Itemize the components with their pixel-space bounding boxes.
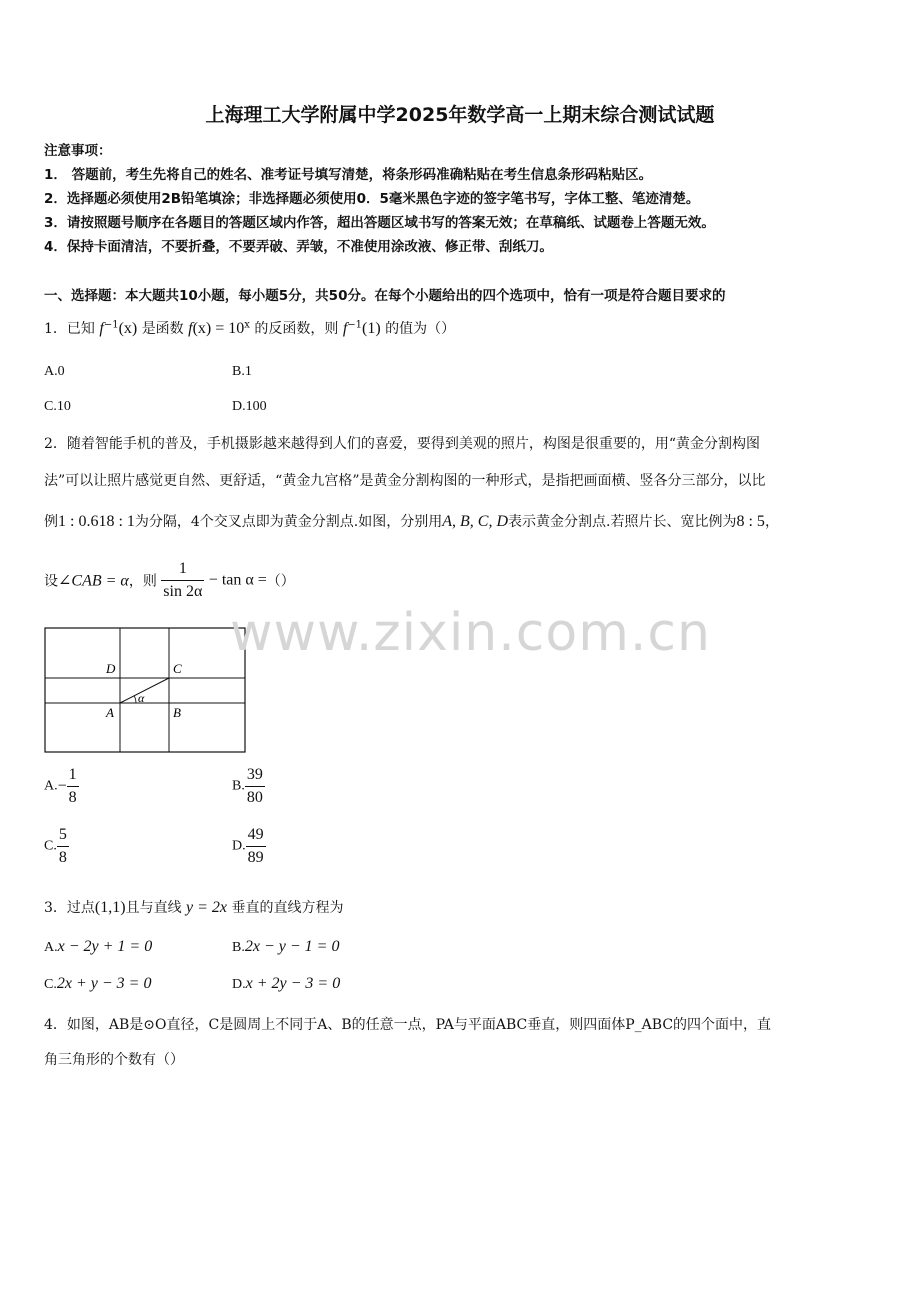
option-equation: x + 2y − 3 = 0 (245, 975, 341, 992)
q2-math: A, B, C, D (442, 513, 509, 530)
q2-math: 8 : 5 (736, 513, 765, 530)
notes-heading: 注意事项： (44, 143, 112, 159)
q3-text: 垂直的直线方程为 (231, 900, 344, 916)
q1-option-d[interactable]: D.100 (232, 399, 267, 414)
fraction-denominator: 89 (247, 849, 264, 866)
q2-text: ， (764, 514, 779, 530)
option-label: C. (44, 977, 57, 992)
q1-option-b[interactable]: B.1 (232, 364, 252, 379)
golden-grid-figure (44, 627, 247, 754)
fraction-numerator: 1 (67, 764, 79, 787)
q1-text: 是函数 (141, 321, 184, 337)
option-equation: 2x − y − 1 = 0 (244, 938, 340, 955)
q2-line: 法”可以让照片感觉更自然、更舒适，“黄金九宫格”是黄金分割构图的一种形式，是指把画面横、竖各分三部分，以比 (44, 473, 766, 489)
q1-sup: −1 (103, 319, 119, 331)
q2-option-d[interactable] (232, 824, 266, 869)
option-label: D. (232, 838, 246, 854)
option-sign: − (57, 777, 67, 795)
q2-fraction (161, 558, 204, 603)
question-1 (44, 318, 455, 338)
diagonal-ac (120, 678, 169, 703)
q2-text: 为分隔，4个交叉点即为黄金分割点.如图，分别用 (134, 514, 443, 530)
q3-option-d[interactable] (232, 975, 340, 993)
point-d-label: D (106, 661, 116, 676)
q2-text: 例 (44, 514, 58, 530)
fraction-numerator: 39 (245, 764, 265, 787)
option-label: A. (44, 940, 58, 955)
option-label: B. (232, 940, 245, 955)
fraction-denominator: 8 (68, 789, 77, 806)
q2-line: 2．随着智能手机的普及，手机摄影越来越得到人们的喜爱，要得到美观的照片，构图是很重要的，用“黄金分割构图 (44, 436, 761, 452)
q1-sup: x (244, 319, 250, 331)
q2-text: ，则 (128, 573, 157, 590)
q1-math: f (342, 320, 348, 337)
option-fraction (246, 824, 266, 869)
q2-math: − tan α = (208, 571, 267, 589)
q1-option-c[interactable]: C.10 (44, 399, 71, 414)
q1-sup: −1 (347, 319, 363, 331)
q4-line: 角三角形的个数有（） (44, 1052, 184, 1068)
q2-math: 1 : 0.618 : 1 (58, 513, 135, 530)
note-item: 3．请按照题号顺序在各题目的答题区域内作答，超出答题区域书写的答案无效；在草稿纸、试题卷上答题无效。 (44, 215, 715, 231)
option-label: A. (44, 778, 58, 794)
note-item: 1． 答题前，考生先将自己的姓名、准考证号填写清楚，将条形码准确粘贴在考生信息条形码粘贴区。 (44, 167, 653, 183)
q4-line: 4．如图，AB是⊙O直径，C是圆周上不同于A、B的任意一点，PA与平面ABC垂直，则四面体P_ABC的四个面中，直 (44, 1017, 772, 1033)
note-item: 4．保持卡面清洁，不要折叠，不要弄破、弄皱，不准使用涂改液、修正带、刮纸刀。 (44, 239, 553, 255)
q2-line (44, 558, 295, 603)
q2-option-c[interactable] (44, 824, 69, 869)
q1-math: f (188, 320, 193, 337)
option-label: B. (232, 778, 245, 794)
point-c-label: C (173, 661, 182, 676)
option-label: C. (44, 838, 57, 854)
q1-math: (1) (362, 320, 381, 337)
option-fraction (57, 824, 69, 869)
q1-math: f (99, 320, 104, 337)
watermark: www.zixin.com.cn (230, 603, 711, 663)
q2-option-a[interactable] (44, 764, 79, 809)
fraction-numerator: 49 (246, 824, 266, 847)
option-fraction (245, 764, 265, 809)
note-item: 2．选择题必须使用2B铅笔填涂；非选择题必须使用0．5毫米黑色字迹的签字笔书写，字体工整、笔迹清楚。 (44, 191, 700, 207)
q2-text: 表示黄金分割点.若照片长、宽比例为 (508, 514, 737, 530)
q2-text: （） (266, 573, 295, 590)
q3-option-b[interactable] (232, 938, 339, 956)
alpha-label: α (138, 691, 145, 705)
q1-text: 的值为（） (385, 321, 456, 337)
q1-text: 1．已知 (44, 321, 95, 337)
q1-math: (x) (118, 320, 138, 337)
q3-option-a[interactable] (44, 938, 152, 956)
fraction-denominator: 8 (58, 849, 67, 866)
question-3 (44, 897, 343, 917)
point-a-label: A (106, 705, 114, 720)
page-title: 上海理工大学附属中学2025年数学高一上期末综合测试试题 (205, 104, 715, 126)
fraction-denominator: 80 (246, 789, 263, 806)
option-label: D. (232, 977, 246, 992)
fraction-numerator: 5 (57, 824, 69, 847)
q2-line (44, 511, 779, 531)
q2-text: 设 (44, 573, 58, 590)
point-b-label: B (173, 705, 181, 720)
q1-text: 的反函数，则 (254, 321, 339, 337)
option-equation: 2x + y − 3 = 0 (56, 975, 152, 992)
option-equation: x − 2y + 1 = 0 (57, 938, 153, 955)
q1-option-a[interactable]: A.0 (44, 364, 65, 379)
angle-arc (134, 696, 136, 703)
q3-text: 3．过点 (44, 900, 95, 916)
q3-math: (1,1) (94, 899, 126, 916)
q3-text: 且与直线 (125, 900, 182, 916)
q1-math: (x) = 10 (192, 320, 245, 337)
q3-math: y = 2x (186, 899, 228, 916)
fraction-numerator: 1 (161, 558, 204, 581)
q2-math: ∠CAB = α (58, 572, 129, 590)
q3-option-c[interactable] (44, 975, 151, 993)
option-fraction (67, 764, 79, 809)
fraction-denominator: sin 2α (163, 583, 203, 600)
section-heading: 一、选择题：本大题共10小题，每小题5分，共50分。在每个小题给出的四个选项中，恰有一项是符合题目要求的 (44, 288, 726, 304)
q2-option-b[interactable] (232, 764, 265, 809)
